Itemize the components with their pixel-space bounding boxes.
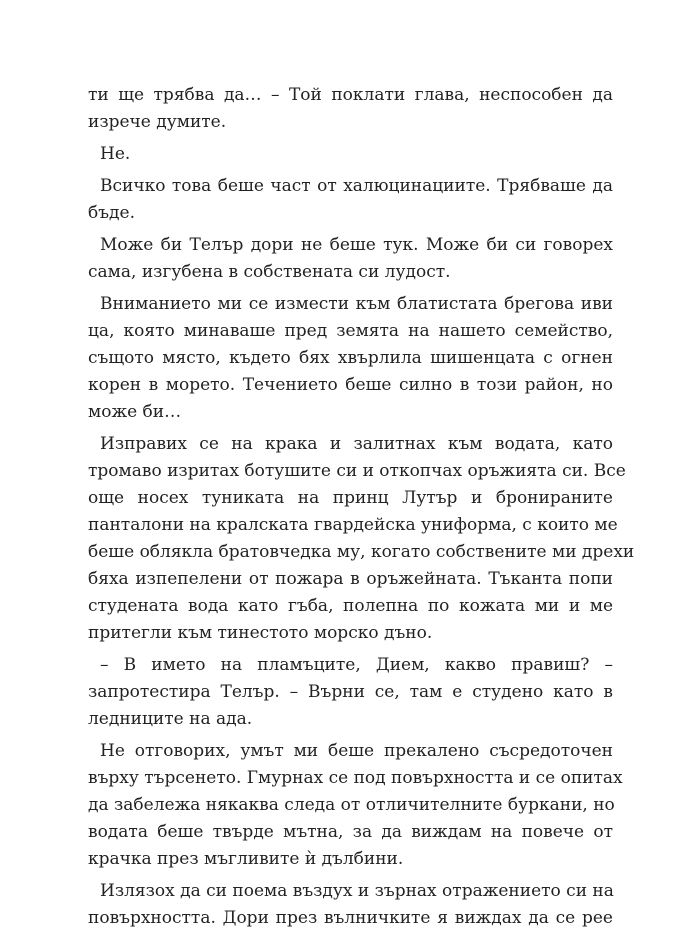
text-line: беше облякла братовчедка му, когато собствените ми дрехи — [88, 542, 635, 562]
text-line: студената вода като гъба, полепна по кожата ми и ме — [88, 596, 613, 616]
text-line: повърхността. Дори през вълничките я виждах да се рее — [88, 908, 613, 928]
text-line: панталони на кралската гвардейска униформа, с които ме — [88, 515, 618, 535]
text-line: водата беше твърде мътна, за да виждам на повече от — [88, 822, 613, 842]
text-line: тромаво изритах ботушите си и откопчах оръжията си. Все — [88, 461, 626, 481]
text-line: притегли към тинестото морско дъно. — [88, 623, 433, 643]
text-line: изрече думите. — [88, 112, 227, 132]
book-page — [88, 82, 635, 932]
text-line: Излязох да си поема въздух и зърнах отражението си на — [100, 881, 614, 901]
text-line: същото място, където бях хвърлила шишенцата с огнен — [88, 348, 613, 368]
text-line: крачка през мъгливите ѝ дълбини. — [88, 849, 404, 869]
text-line: корен в морето. Течението беше силно в този район, но — [88, 375, 613, 395]
text-line: бъде. — [88, 203, 135, 223]
text-line: Всичко това беше част от халюцинациите. Трябваше да — [100, 176, 613, 196]
text-line: сама, изгубена в собствената си лудост. — [88, 262, 451, 282]
text-line: Не отговорих, умът ми беше прекалено съсредоточен — [100, 741, 613, 761]
text-line: ти ще трябва да… – Той поклати глава, неспособен да — [88, 85, 613, 105]
text-line: може би… — [88, 402, 182, 422]
text-line: Изправих се на крака и залитнах към водата, като — [100, 434, 613, 454]
text-line: да забележа някаква следа от отличителните буркани, но — [88, 795, 615, 815]
text-line: бяха изпепелени от пожара в оръжейната. Тъканта попи — [88, 569, 613, 589]
text-line: ледниците на ада. — [88, 709, 253, 729]
text-line: Не. — [100, 144, 131, 164]
text-line: Вниманието ми се измести към блатистата брегова иви — [100, 294, 613, 314]
text-line: Може би Телър дори не беше тук. Може би си говорех — [100, 235, 613, 255]
text-line: – В името на пламъците, Дием, какво правиш? – — [100, 655, 613, 675]
text-line: върху търсенето. Гмурнах се под повърхността и се опитах — [88, 768, 623, 788]
text-line: ца, която минаваше пред земята на нашето семейство, — [88, 321, 613, 341]
text-line: запротестира Телър. – Върни се, там е студено като в — [88, 682, 613, 702]
text-line: още носех туниката на принц Лутър и бронираните — [88, 488, 613, 508]
